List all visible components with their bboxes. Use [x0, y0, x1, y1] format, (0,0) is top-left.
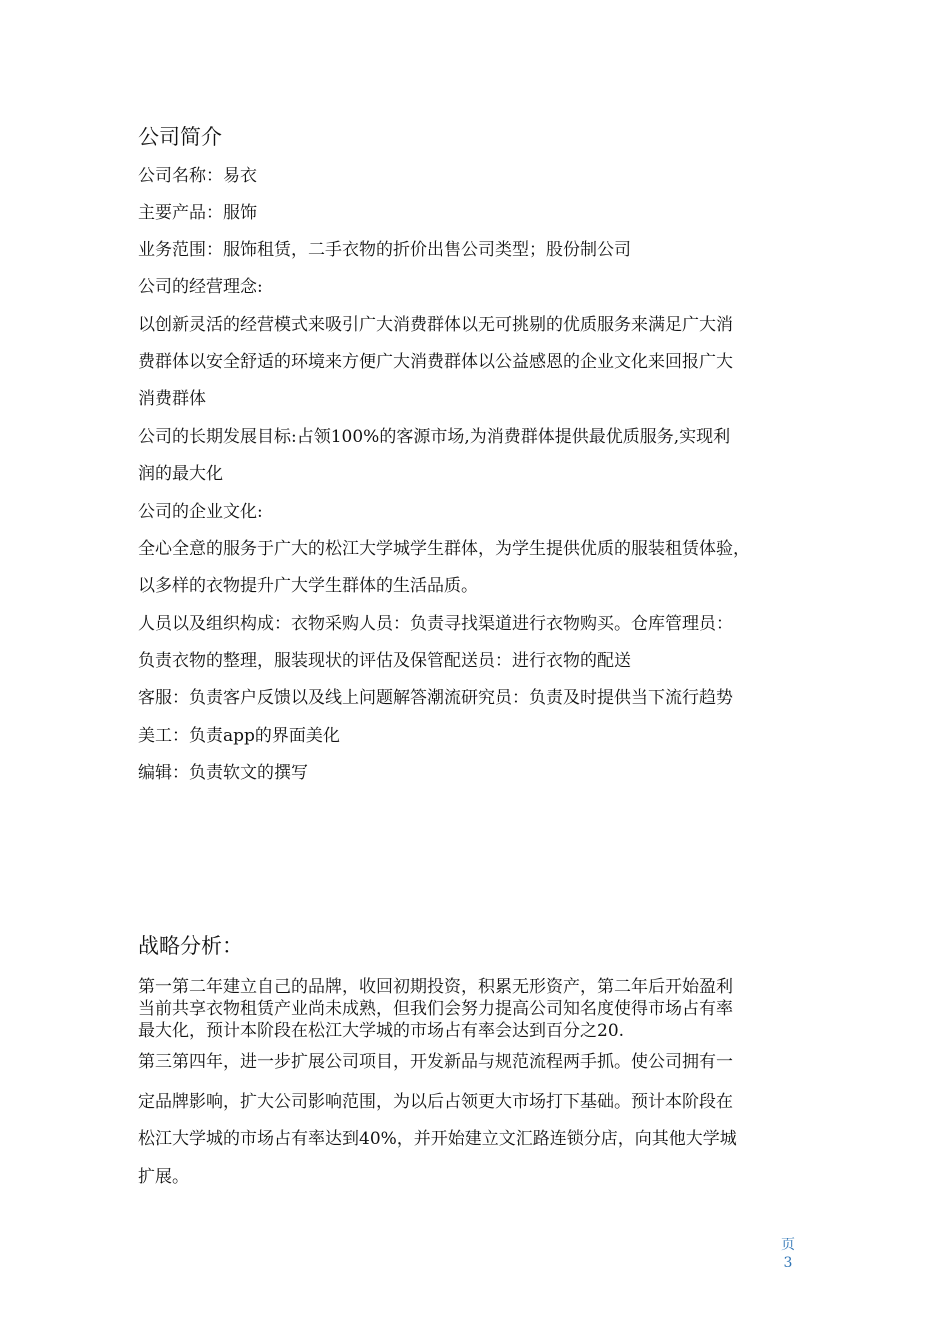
text-line: 公司的经营理念:: [138, 277, 263, 297]
text-line: 主要产品：服饰: [138, 203, 257, 223]
text-line: 扩展。: [138, 1167, 189, 1187]
text-line: 消费群体: [138, 389, 206, 409]
text-line: 全心全意的服务于广大的松江大学城学生群体，为学生提供优质的服装租赁体验，: [138, 539, 750, 559]
text-line: 美工：负责app的界面美化: [138, 726, 340, 746]
text-line: 费群体以安全舒适的环境来方便广大消费群体以公益感恩的企业文化来回报广大: [138, 352, 733, 372]
section-title-company-profile: 公司简介: [138, 125, 222, 149]
text-line: 最大化，预计本阶段在松江大学城的市场占有率会达到百分之20.: [138, 1021, 625, 1041]
text-line: 公司名称：易衣: [138, 166, 257, 186]
section-title-strategy-analysis: 战略分析：: [138, 934, 243, 958]
text-line: 当前共享衣物租赁产业尚未成熟，但我们会努力提高公司知名度使得市场占有率: [138, 999, 733, 1019]
page-label: 页: [781, 1237, 795, 1253]
text-line: 公司的企业文化:: [138, 502, 263, 522]
page-number: [778, 1236, 798, 1272]
text-line: 以多样的衣物提升广大学生群体的生活品质。: [138, 576, 478, 596]
text-line: 松江大学城的市场占有率达到40%，并开始建立文汇路连锁分店，向其他大学城: [138, 1129, 737, 1149]
text-line: 以创新灵活的经营模式来吸引广大消费群体以无可挑剔的优质服务来满足广大消: [138, 315, 733, 335]
text-line: 人员以及组织构成：衣物采购人员：负责寻找渠道进行衣物购买。仓库管理员：: [138, 614, 733, 634]
text-line: 润的最大化: [138, 464, 223, 484]
text-line: 第一第二年建立自己的品牌，收回初期投资，积累无形资产，第二年后开始盈利: [138, 977, 733, 997]
text-line: 编辑：负责软文的撰写: [138, 763, 308, 783]
text-line: 负责衣物的整理，服装现状的评估及保管配送员：进行衣物的配送: [138, 651, 631, 671]
page-number-value: 3: [783, 1255, 793, 1271]
text-line: 客服：负责客户反馈以及线上问题解答潮流研究员：负责及时提供当下流行趋势: [138, 688, 733, 708]
text-line: 公司的长期发展目标:占领100%的客源市场,为消费群体提供最优质服务,实现利: [138, 427, 731, 447]
text-line: 第三第四年，进一步扩展公司项目，开发新品与规范流程两手抓。使公司拥有一: [138, 1052, 733, 1072]
text-line: 定品牌影响，扩大公司影响范围，为以后占领更大市场打下基础。预计本阶段在: [138, 1092, 733, 1112]
text-line: 业务范围：服饰租赁，二手衣物的折价出售公司类型；股份制公司: [138, 240, 631, 260]
